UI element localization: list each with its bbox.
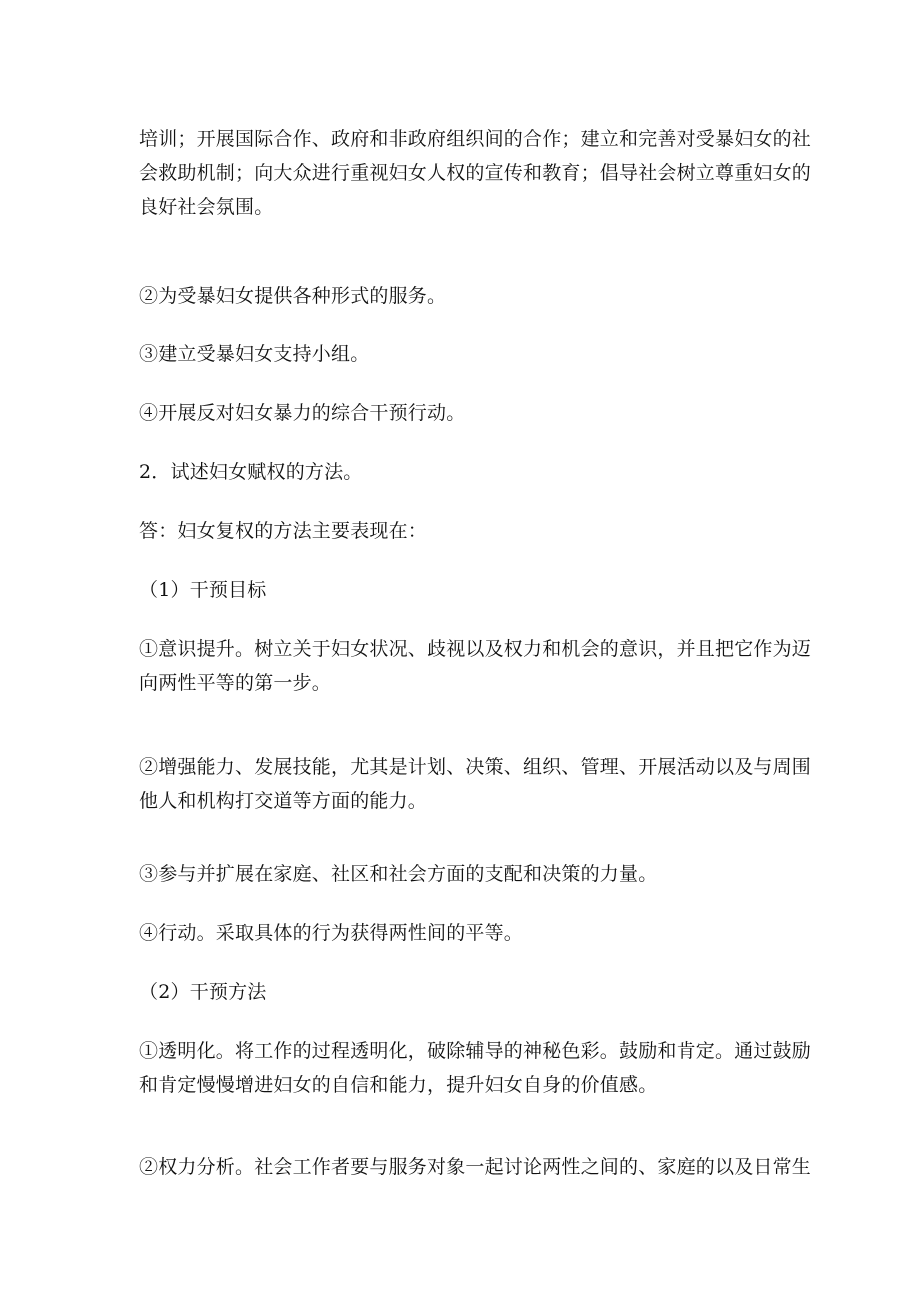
question-heading: [139, 455, 789, 489]
paragraph-method-1: [139, 1034, 812, 1102]
text-line: ②权力分析。社会工作者要与服务对象一起讨论两性之间的、家庭的以及日常生: [139, 1156, 812, 1178]
text-line: ①意识提升。树立关于妇女状况、歧视以及权力和机会的意识，并且把它作为迈: [139, 638, 812, 660]
text-line: 会救助机制；向大众进行重视妇女人权的宣传和教育；倡导社会树立尊重妇女的: [139, 162, 812, 184]
paragraph-goal-4: [139, 916, 789, 950]
paragraph-violence-intervention-cont: [139, 122, 812, 224]
section-heading-goals: [139, 573, 789, 607]
section-heading-methods: [139, 975, 789, 1009]
text-line: 他人和机构打交道等方面的能力。: [139, 790, 428, 812]
text-line: 向两性平等的第一步。: [139, 672, 332, 694]
text-line: 和肯定慢慢增进妇女的自信和能力，提升妇女自身的价值感。: [139, 1074, 658, 1096]
answer-intro: [139, 514, 789, 548]
paragraph-item-4-comprehensive-action: [139, 396, 789, 430]
text-line: 培训；开展国际合作、政府和非政府组织间的合作；建立和完善对受暴妇女的社: [139, 128, 812, 150]
text-line: ③建立受暴妇女支持小组。: [139, 343, 370, 365]
text-line: ③参与并扩展在家庭、社区和社会方面的支配和决策的力量。: [139, 863, 658, 885]
text-line: （1）干预目标: [139, 579, 267, 601]
text-line: 2．试述妇女赋权的方法。: [139, 461, 363, 483]
text-line: ④开展反对妇女暴力的综合干预行动。: [139, 402, 466, 424]
text-line: ②为受暴妇女提供各种形式的服务。: [139, 285, 447, 307]
text-line: 良好社会氛围。: [139, 196, 274, 218]
paragraph-goal-3: [139, 857, 789, 891]
paragraph-item-3-support-group: [139, 337, 789, 371]
text-line: 答：妇女复权的方法主要表现在：: [139, 520, 428, 542]
paragraph-goal-2: [139, 750, 812, 818]
paragraph-method-2: [139, 1150, 812, 1184]
paragraph-item-2-services: [139, 279, 789, 313]
text-line: ①透明化。将工作的过程透明化，破除辅导的神秘色彩。鼓励和肯定。通过鼓励: [139, 1040, 812, 1062]
text-line: ②增强能力、发展技能，尤其是计划、决策、组织、管理、开展活动以及与周围: [139, 756, 812, 778]
text-line: （2）干预方法: [139, 981, 267, 1003]
paragraph-goal-1: [139, 632, 812, 700]
text-line: ④行动。采取具体的行为获得两性间的平等。: [139, 922, 524, 944]
